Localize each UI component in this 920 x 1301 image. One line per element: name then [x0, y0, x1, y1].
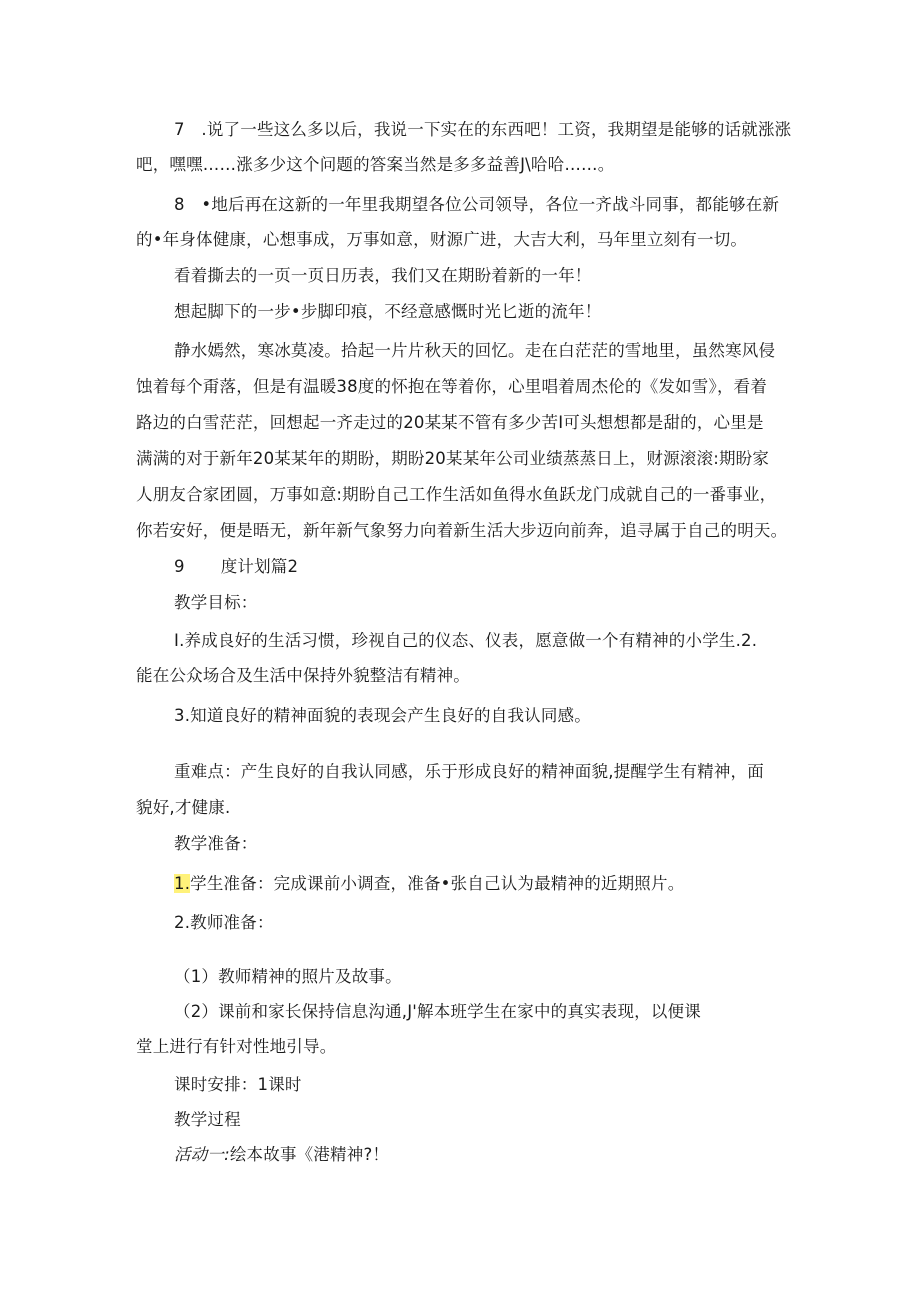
plan-heading [174, 555, 298, 579]
prep-item-2b-line-2: 堂上进行有针对性地引导。 [136, 1037, 337, 1056]
paragraph-7-line-2: 吧，嘿嘿……涨多少这个问题的答案当然是多多益善J\哈哈……。 [136, 155, 615, 174]
goal-1-line-1: I.养成良好的生活习惯，珍视自己的仪态、仪表，愿意做一个有精神的小学生.2. [174, 631, 758, 650]
paragraph-winter-line-6: 你若安好，便是晤无，新年新气象努力向着新生活大步迈向前奔，追寻属于自己的明天。 [136, 521, 788, 540]
paragraph-7-line-1: 7 .说了一些这么多以后，我说一下实在的东西吧！工资，我期望是能够的话就涨涨 [174, 120, 792, 139]
paragraph-calendar: 看着撕去的一页一页日历表，我们又在期盼着新的一年！ [174, 266, 592, 285]
activity-one [174, 1143, 389, 1167]
class-hours: 课时安排：1课时 [174, 1075, 302, 1094]
prep-title: 教学准备： [174, 834, 258, 853]
prep-item-1 [174, 872, 684, 896]
prep-item-2: 2.教师准备： [174, 913, 274, 932]
goal-1-line-2: 能在公众场合及生活中保持外貌整洁有精神。 [136, 666, 470, 685]
plan-number: 9 [174, 557, 185, 576]
key-points-line-1: 重难点：产生良好的自我认同感，乐于形成良好的精神面貌,提醒学生有精神，面 [174, 762, 764, 781]
key-points-line-2: 貌好,才健康. [136, 798, 231, 817]
paragraph-winter-line-3: 路边的白雪茫茫，回想起一齐走过的20某某不管有多少苦I可头想想都是甜的，心里是 [136, 413, 764, 432]
paragraph-footsteps: 想起脚下的一步•步脚印痕，不经意感慨时光匕逝的流年！ [174, 302, 602, 321]
prep-item-1-text: 学生准备：完成课前小调查，准备•张自己认为最精神的近期照片。 [190, 874, 685, 893]
activity-one-label: 活动一: [174, 1145, 230, 1164]
prep-item-2a: （1）教师精神的照片及故事。 [174, 967, 402, 986]
goals-title: 教学目标： [174, 593, 258, 612]
plan-title: 度计划篇2 [220, 557, 299, 576]
paragraph-winter-line-5: 人朋友合家团圆，万事如意:期盼自己工作生活如鱼得水鱼跃龙门成就自己的一番事业， [136, 485, 777, 504]
paragraph-8-line-2: 的•年身体健康，心想事成，万事如意，财源广进，大吉大利，马年里立刻有一切。 [136, 230, 748, 249]
paragraph-8-line-1: 8 •地后再在这新的一年里我期望各位公司领导，各位一齐战斗同事，都能够在新 [174, 195, 780, 214]
prep-item-2b-line-1: （2）课前和家长保持信息沟通,J'解本班学生在家中的真实表现，以便课 [174, 1002, 701, 1021]
teaching-process: 教学过程 [174, 1110, 241, 1129]
paragraph-winter-line-4: 满满的对于新年20某某年的期盼，期盼20某某年公司业绩蒸蒸日上，财源滚滚:期盼家 [136, 449, 770, 468]
goal-3: 3.知道良好的精神面貌的表现会产生良好的自我认同感。 [174, 706, 591, 725]
prep-item-1-number: 1. [174, 874, 191, 893]
activity-one-text: 绘本故事《港精神?！ [229, 1145, 390, 1164]
paragraph-winter-line-2: 蚀着每个甭落，但是有温暖38度的怀抱在等着你，心里唱着周杰伦的《发如雪》，看着 [136, 377, 768, 396]
paragraph-winter-line-1: 静水嫣然，寒冰莫凌。拾起一片片秋天的回忆。走在白茫茫的雪地里，虽然寒风侵 [174, 341, 776, 360]
